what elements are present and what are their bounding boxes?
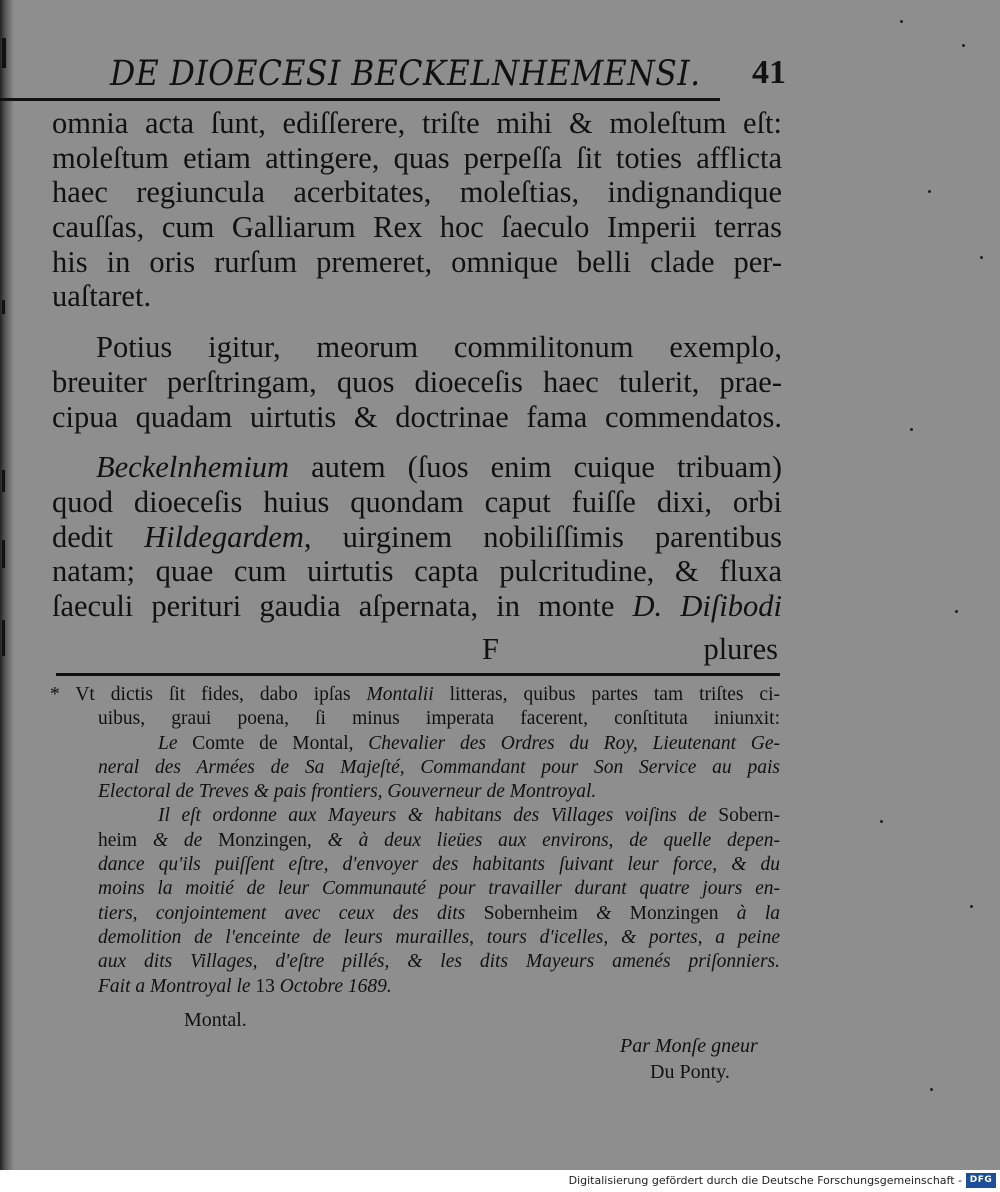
- funding-credit: Digitalisierung gefördert durch die Deutsche Forschungsgemeinschaft -: [568, 1174, 962, 1187]
- footnote-line: Electoral de Treves & pais frontiers, Gouverneur de Montroyal.: [98, 781, 597, 803]
- footnote-line: demolition de l'enceinte de leurs murailles, tours d'icelles, & portes, a peine: [98, 926, 780, 948]
- scan-speck: [930, 1088, 933, 1091]
- text-span: &: [577, 902, 630, 924]
- text-line: [52, 589, 782, 624]
- text-line: moleſtum etiam attingere, quas perpeſſa ſit toties afflicta: [52, 140, 782, 175]
- footnote-line: dance qu'ils puiſſent eſtre, d'envoyer des habitants ſuivant leur force, & du: [98, 854, 780, 876]
- main-text: [52, 106, 782, 624]
- text-span: heim: [98, 829, 137, 851]
- text-span: Fait a Montroyal le: [98, 975, 256, 997]
- running-head: DE DIOECESI BECKELNHEMENSI.: [110, 54, 701, 94]
- person-name: Beckelnhemium: [96, 450, 290, 485]
- text-line: omnia acta ſunt, ediſſerere, triſte mihi & moleſtum eſt:: [52, 106, 782, 140]
- footnote-line: [50, 732, 780, 756]
- text-span: ſaeculi perituri gaudia aſpernata, in monte: [52, 588, 633, 623]
- binding-edge: [0, 0, 14, 1170]
- footnote-line: [50, 804, 780, 828]
- text-line: haec regiuncula acerbitates, moleſtias, indignandique: [52, 175, 782, 210]
- text-span: à la: [718, 902, 781, 924]
- text-span: , & à deux lieües aux environs, de quelle depen-: [306, 829, 780, 851]
- text-line: [52, 450, 782, 485]
- footnote: [50, 683, 780, 999]
- digitization-footer: [0, 1170, 1000, 1192]
- text-span: , uirginem nobiliſſimis parentibus: [303, 519, 782, 554]
- text-span: Le: [158, 732, 193, 754]
- place-name: D. Diſibodi: [632, 588, 782, 623]
- text-line: quod dioeceſis huius quondam caput fuiſſe dixi, orbi: [52, 484, 782, 519]
- text-line: natam; quae cum uirtutis capta pulcritudine, & fluxa: [52, 554, 782, 589]
- page-header: [110, 54, 800, 100]
- footnote-line: uibus, graui poena, ſi minus imperata facerent, conſtituta iniunxit:: [98, 708, 780, 730]
- text-line: Potius igitur, meorum commilitonum exemplo,: [96, 330, 782, 365]
- signatory-left: Montal.: [184, 1009, 247, 1031]
- text-line: [52, 520, 782, 555]
- paragraph-3: [52, 450, 782, 623]
- person-name: Hildegardem: [144, 519, 304, 554]
- text-span: litteras, quibus partes tam triſtes ci-: [433, 684, 780, 705]
- text-span: * Vt dictis ſit fides, dabo ipſas: [50, 684, 367, 705]
- gutter-mark: [2, 620, 5, 656]
- scan-speck: [928, 190, 931, 193]
- scan-speck: [880, 820, 883, 823]
- text-span: dedit: [52, 519, 145, 554]
- text-span: Sobernheim: [483, 902, 578, 924]
- scan-speck: [955, 610, 958, 613]
- text-span: & de: [137, 829, 219, 851]
- gutter-mark: [2, 540, 5, 568]
- person-name: Montalii: [366, 684, 434, 705]
- scan-speck: [970, 905, 973, 908]
- scan-speck: [900, 20, 903, 23]
- footnote-line: [50, 829, 780, 853]
- text-line: breuiter perſtringam, quos dioeceſis haec tulerit, prae-: [52, 364, 782, 399]
- text-line: uaſtaret.: [52, 279, 152, 314]
- text-span: 13: [255, 975, 275, 997]
- footnote-line: neral des Armées de Sa Majeſté, Commandant pour Son Service au pais: [98, 756, 780, 778]
- signature-line: [52, 632, 780, 668]
- signature-mark: F: [482, 632, 499, 666]
- text-span: tiers, conjointement avec ceux des dits: [98, 902, 484, 924]
- text-span: Comte de Montal,: [192, 732, 369, 754]
- paragraph-1: [52, 106, 782, 314]
- dfg-logo: DFG: [966, 1173, 996, 1188]
- scan-speck: [962, 44, 965, 47]
- text-span: Monzingen: [218, 829, 307, 851]
- gutter-mark: [2, 38, 6, 68]
- text-line: cauſſas, cum Galliarum Rex hoc ſaeculo Imperii terras: [52, 210, 782, 245]
- footnote-line: aux dits Villages, d'eſtre pillés, & les dits Mayeurs amenés priſonniers.: [98, 951, 780, 973]
- text-line: cipua quadam uirtutis & doctrinae fama commendatos.: [52, 399, 782, 434]
- text-span: Monzingen: [629, 902, 719, 924]
- footnote-line: [50, 902, 780, 926]
- scan-speck: [910, 428, 913, 431]
- text-span: Chevalier des Ordres du Roy, Lieutenant Ge-: [368, 732, 781, 754]
- scan-speck: [980, 256, 983, 259]
- footnote-rule: [56, 673, 780, 676]
- footnote-line: [50, 683, 780, 707]
- signatory-right-line-2: Du Ponty.: [650, 1061, 730, 1083]
- text-line: his in oris rurſum premeret, omnique belli clade per-: [52, 244, 782, 279]
- footnote-line: [50, 975, 780, 999]
- gutter-mark: [2, 300, 5, 314]
- text-span: Sobern-: [718, 805, 780, 827]
- text-span: 1689.: [347, 975, 392, 997]
- gutter-mark: [2, 470, 5, 492]
- header-rule: [0, 98, 720, 101]
- catchword: plures: [703, 632, 778, 666]
- text-span: autem (ſuos enim cuique tribuam): [289, 450, 782, 485]
- text-span: Octobre: [274, 975, 348, 997]
- text-span: Il eſt ordonne aux Mayeurs & habitans des Villages voiſins de: [158, 805, 719, 827]
- signatory-right-line-1: Par Monſe gneur: [620, 1035, 758, 1057]
- footnote-line: moins la moitié de leur Communauté pour travailler durant quatre jours en-: [98, 878, 780, 900]
- page-number: 41: [752, 54, 786, 91]
- paragraph-2: [52, 330, 782, 434]
